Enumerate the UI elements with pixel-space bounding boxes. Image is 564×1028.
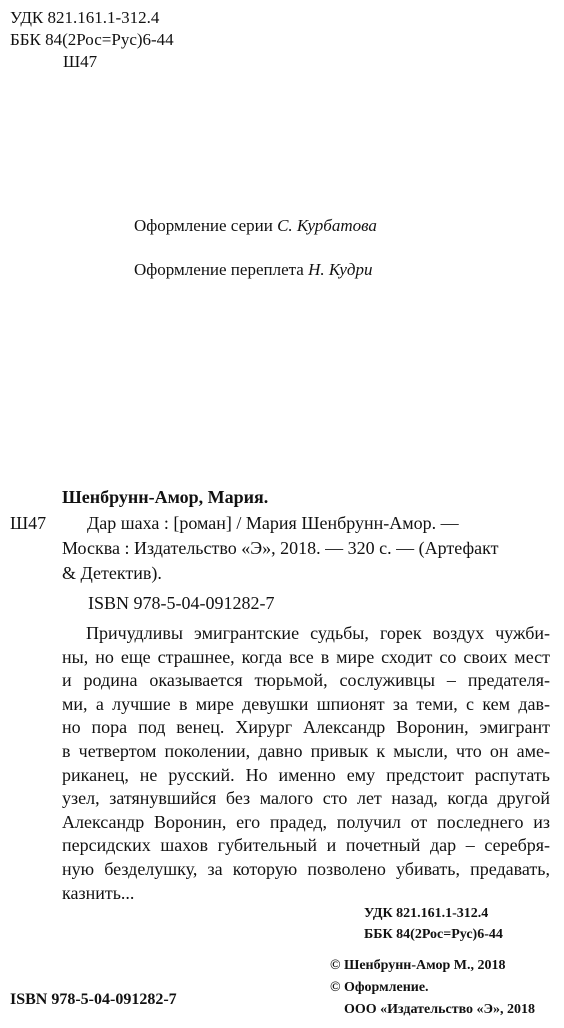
udk-code-top: УДК 821.161.1-312.4 [10, 8, 160, 27]
binding-designer-name: Н. Кудри [308, 260, 373, 279]
annotation-line: персидских шахов губительный и почетный дар – серебря- [62, 835, 550, 856]
binding-design-credit [134, 260, 373, 280]
annotation-line: казнить... [62, 882, 135, 903]
footer-isbn: ISBN 978-5-04-091282-7 [10, 991, 177, 1008]
publisher-copyright: ООО «Издательство «Э», 2018 [344, 1002, 536, 1017]
biblio-line-title: Дар шаха : [роман] / Мария Шенбрунн-Амор. — [87, 513, 459, 533]
binding-design-label: Оформление переплета [134, 260, 304, 279]
copyright-author: © Шенбрунн-Амор М., 2018 [330, 958, 506, 973]
annotation-line: узел, затянувшийся без малого сто лет назад, когда другой [62, 788, 550, 809]
udk-code-bottom: УДК 821.161.1-312.4 [364, 906, 489, 921]
annotation-line: Причудливы эмигрантские судьбы, горек воздух чужби- [86, 623, 550, 643]
series-designer-name: С. Курбатова [277, 216, 377, 235]
author-heading: Шенбрунн-Амор, Мария. [62, 487, 269, 507]
annotation-line: в четвертом поколении, давно привык к мысли, что он аме- [62, 740, 550, 761]
annotation-line: ны, но еще страшнее, когда все в мире сходит со своих мест [62, 646, 550, 667]
bbk-code-top: ББК 84(2Рос=Рус)6-44 [10, 30, 174, 49]
copyright-design: © Оформление. [330, 980, 429, 995]
series-design-label: Оформление серии [134, 216, 273, 235]
annotation-line: ную безделушку, за которую позволено убивать, предавать, [62, 858, 550, 879]
author-mark: Ш47 [10, 513, 47, 533]
biblio-line-publisher: Москва : Издательство «Э», 2018. — 320 с. — (Артефакт [62, 538, 499, 558]
annotation-line: и родина оказывается тюрьмой, сослуживцы – предателя- [62, 670, 550, 691]
bbk-code-bottom: ББК 84(2Рос=Рус)6-44 [364, 927, 503, 942]
isbn-line: ISBN 978-5-04-091282-7 [88, 593, 275, 613]
series-design-credit [134, 216, 377, 236]
author-mark-top: Ш47 [63, 52, 98, 71]
annotation-line: ми, а лучшие в мире девушки шпионят за теми, с кем дав- [62, 693, 550, 714]
biblio-line-series: & Детектив). [62, 563, 162, 583]
annotation-line: риканец, не русский. Но именно ему предстоит распутать [62, 764, 550, 785]
annotation-line: но пора под венец. Хирург Александр Воронин, эмигрант [62, 717, 550, 738]
annotation-line: Александр Воронин, его прадед, получил от последнего из [62, 811, 550, 832]
annotation-paragraph [62, 622, 550, 905]
